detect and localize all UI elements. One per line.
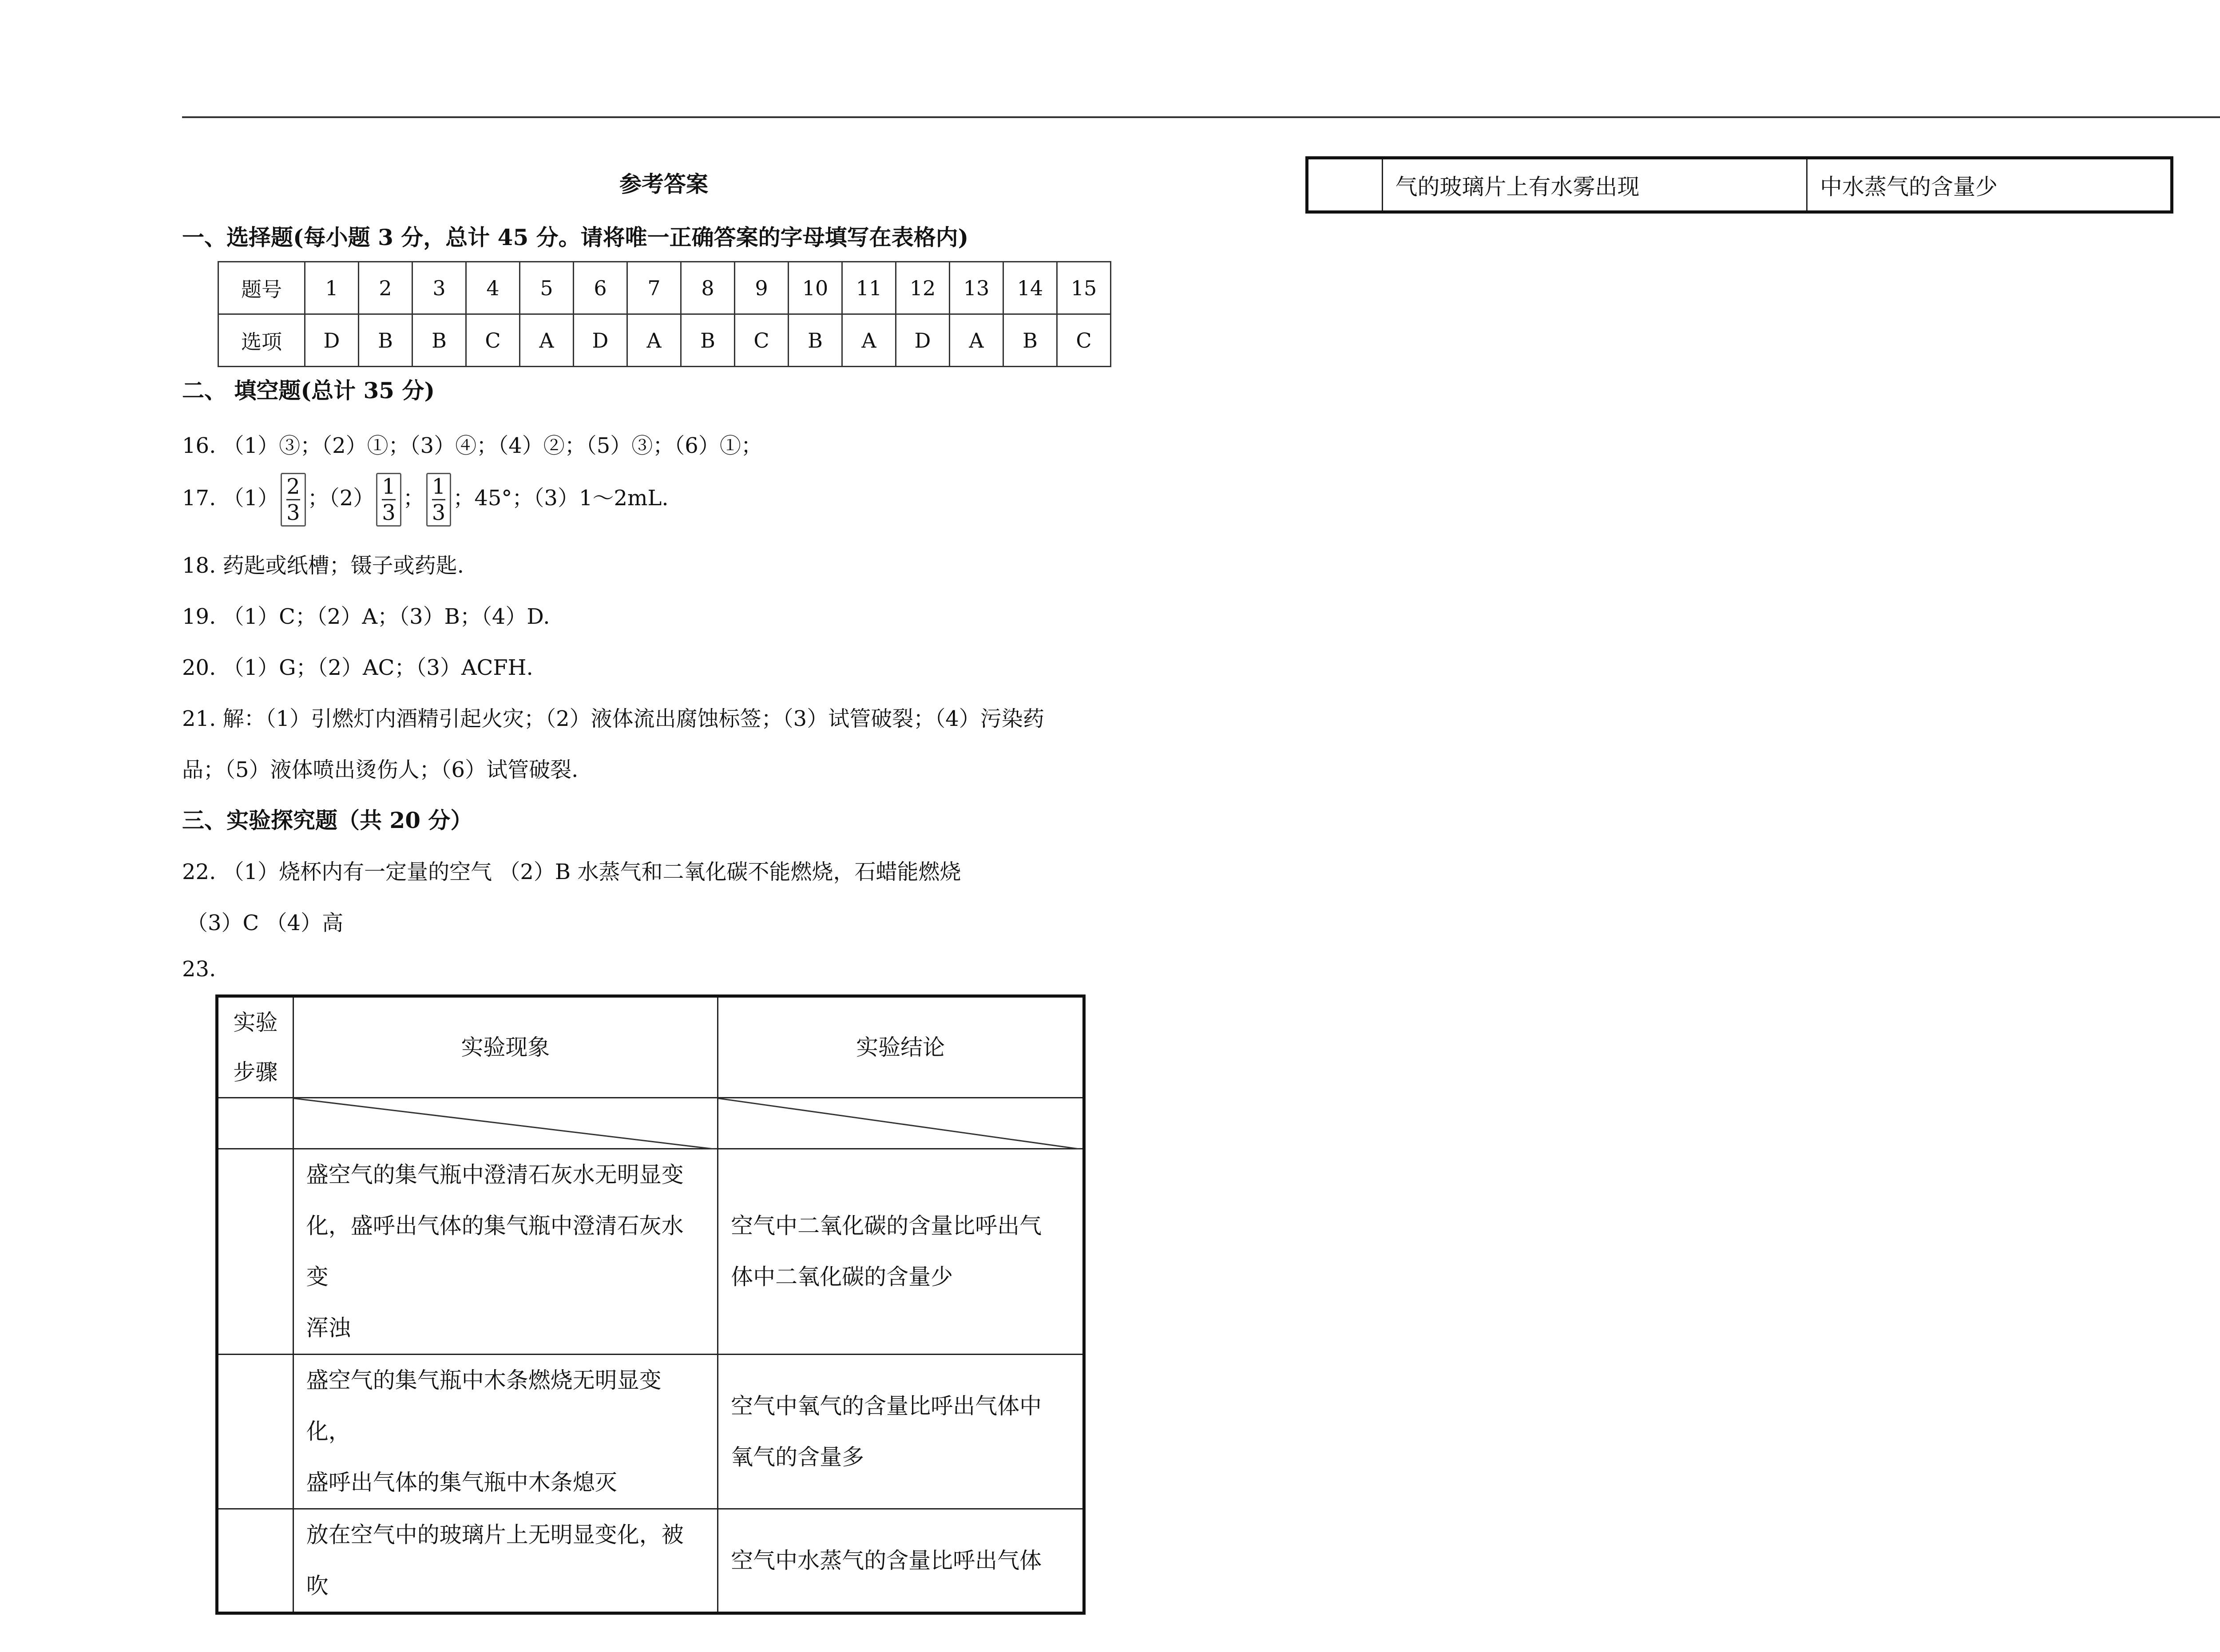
header-step-line2: 步骤 (233, 1059, 278, 1085)
table-cell: 11 (842, 262, 896, 314)
table-cell (217, 1098, 293, 1149)
table-cell: C (735, 314, 789, 367)
row-head-number: 题号 (218, 262, 305, 314)
table-cell: 8 (681, 262, 735, 314)
top-rule (182, 116, 2220, 118)
conclusion-cell: 中水蒸气的含量少 (1807, 158, 2172, 212)
table-cell: 9 (735, 262, 789, 314)
table-cell: 3 (412, 262, 466, 314)
phenomenon-cell (293, 1355, 718, 1509)
header-step (217, 996, 293, 1098)
answer-19: 19. （1）C；（2）A；（3）B；（4）D. (182, 604, 550, 629)
row-head-answer: 选项 (218, 314, 305, 367)
fraction (281, 473, 306, 527)
answer-16: 16. （1）③；（2）①；（3）④；（4）②；（5）③；（6）①； (182, 433, 762, 458)
text-line: 盛空气的集气瓶中木条燃烧无明显变化， (306, 1367, 662, 1444)
fraction-denominator: 3 (286, 500, 300, 525)
table-cell: 2 (359, 262, 412, 314)
table-row (218, 262, 1111, 314)
table-cell: C (466, 314, 520, 367)
header-phenomenon: 实验现象 (293, 996, 718, 1098)
fraction (376, 473, 401, 527)
answer-18: 18. 药匙或纸槽；镊子或药匙. (182, 553, 464, 578)
table-cell: B (359, 314, 412, 367)
table-cell: D (574, 314, 627, 367)
text-line: 空气中二氧化碳的含量比呼出气 (731, 1213, 1042, 1239)
table-row (217, 996, 1084, 1098)
diagonal-line (294, 1098, 717, 1149)
header-conclusion: 实验结论 (718, 996, 1084, 1098)
table-cell: B (681, 314, 735, 367)
fraction-denominator: 3 (382, 500, 396, 525)
section-2-heading: 二、 填空题(总计 35 分) (182, 377, 435, 404)
page-title: 参考答案 (619, 171, 708, 197)
text-line: 化，盛呼出气体的集气瓶中澄清石灰水变 (306, 1213, 684, 1290)
table-row (217, 1098, 1084, 1149)
table-cell: A (520, 314, 574, 367)
fraction-numerator: 1 (432, 474, 446, 500)
table-row (217, 1509, 1084, 1613)
table-row (217, 1355, 1084, 1509)
answer-21-line1: 21. 解：（1）引燃灯内酒精引起火灾；（2）液体流出腐蚀标签；（3）试管破裂；（4）污染药 (182, 706, 1044, 731)
answer-17-prefix: 17. （1） (182, 486, 279, 511)
answer-17-sep: ； (403, 486, 424, 511)
table-cell: 13 (950, 262, 1003, 314)
answer-22-line1: 22. （1）烧杯内有一定量的空气 （2）B 水蒸气和二氧化碳不能燃烧，石蜡能燃烧 (182, 860, 961, 884)
conclusion-cell: 空气中水蒸气的含量比呼出气体 (718, 1509, 1084, 1613)
phenomenon-cell (293, 1149, 718, 1355)
header-step-line1: 实验 (233, 1010, 278, 1035)
text-line: 盛空气的集气瓶中澄清石灰水无明显变 (306, 1162, 684, 1188)
answer-17-mid: ；（2） (307, 486, 375, 511)
table-cell: 1 (305, 262, 359, 314)
phenomenon-cell: 气的玻璃片上有水雾出现 (1382, 158, 1807, 212)
text-line: 空气中氧气的含量比呼出气体中 (731, 1393, 1042, 1419)
table-cell: D (896, 314, 950, 367)
experiment-table-continued (1305, 156, 2173, 214)
table-cell: C (1057, 314, 1111, 367)
text-line: 氧气的含量多 (731, 1444, 864, 1470)
answer-21-line2: 品；（5）液体喷出烫伤人；（6）试管破裂. (182, 757, 579, 782)
table-cell: 15 (1057, 262, 1111, 314)
table-cell: 14 (1003, 262, 1057, 314)
table-cell: B (412, 314, 466, 367)
table-cell: 7 (627, 262, 681, 314)
table-cell: 10 (789, 262, 842, 314)
table-row (218, 314, 1111, 367)
table-cell: 5 (520, 262, 574, 314)
text-line: 体中二氧化碳的含量少 (731, 1264, 953, 1290)
answer-22-line2: （3）C （4）高 (186, 911, 344, 935)
fraction-numerator: 1 (382, 474, 396, 500)
table-cell: 4 (466, 262, 520, 314)
text-line: 盛呼出气体的集气瓶中木条熄灭 (306, 1470, 617, 1495)
table-cell: A (950, 314, 1003, 367)
table-cell (1307, 158, 1383, 212)
experiment-table (215, 994, 1086, 1615)
conclusion-cell (718, 1149, 1084, 1355)
text-line: 浑浊 (306, 1315, 351, 1341)
table-cell (217, 1149, 293, 1355)
section-1-heading: 一、选择题(每小题 3 分，总计 45 分。请将唯一正确答案的字母填写在表格内) (182, 224, 969, 250)
answer-23-label: 23. (182, 957, 216, 982)
section-3-heading: 三、实验探究题（共 20 分） (182, 807, 473, 833)
table-cell: D (305, 314, 359, 367)
table-cell: 12 (896, 262, 950, 314)
answer-17-suffix: ；45°；（3）1～2mL. (453, 486, 669, 511)
table-cell: A (842, 314, 896, 367)
diagonal-cell (718, 1098, 1084, 1149)
table-cell: A (627, 314, 681, 367)
answer-17 (182, 473, 669, 527)
table-cell: B (789, 314, 842, 367)
table-cell (217, 1355, 293, 1509)
diagonal-cell (293, 1098, 718, 1149)
fraction-numerator: 2 (286, 474, 300, 500)
table-cell: B (1003, 314, 1057, 367)
answer-20: 20. （1）G；（2）AC；（3）ACFH. (182, 655, 533, 680)
choice-answer-table (218, 261, 1111, 367)
table-row (1307, 158, 2172, 212)
conclusion-cell (718, 1355, 1084, 1509)
table-cell (217, 1509, 293, 1613)
fraction (426, 473, 452, 527)
fraction-denominator: 3 (432, 500, 446, 525)
table-row (217, 1149, 1084, 1355)
phenomenon-cell: 放在空气中的玻璃片上无明显变化，被吹 (293, 1509, 718, 1613)
diagonal-line (718, 1098, 1082, 1149)
table-cell: 6 (574, 262, 627, 314)
